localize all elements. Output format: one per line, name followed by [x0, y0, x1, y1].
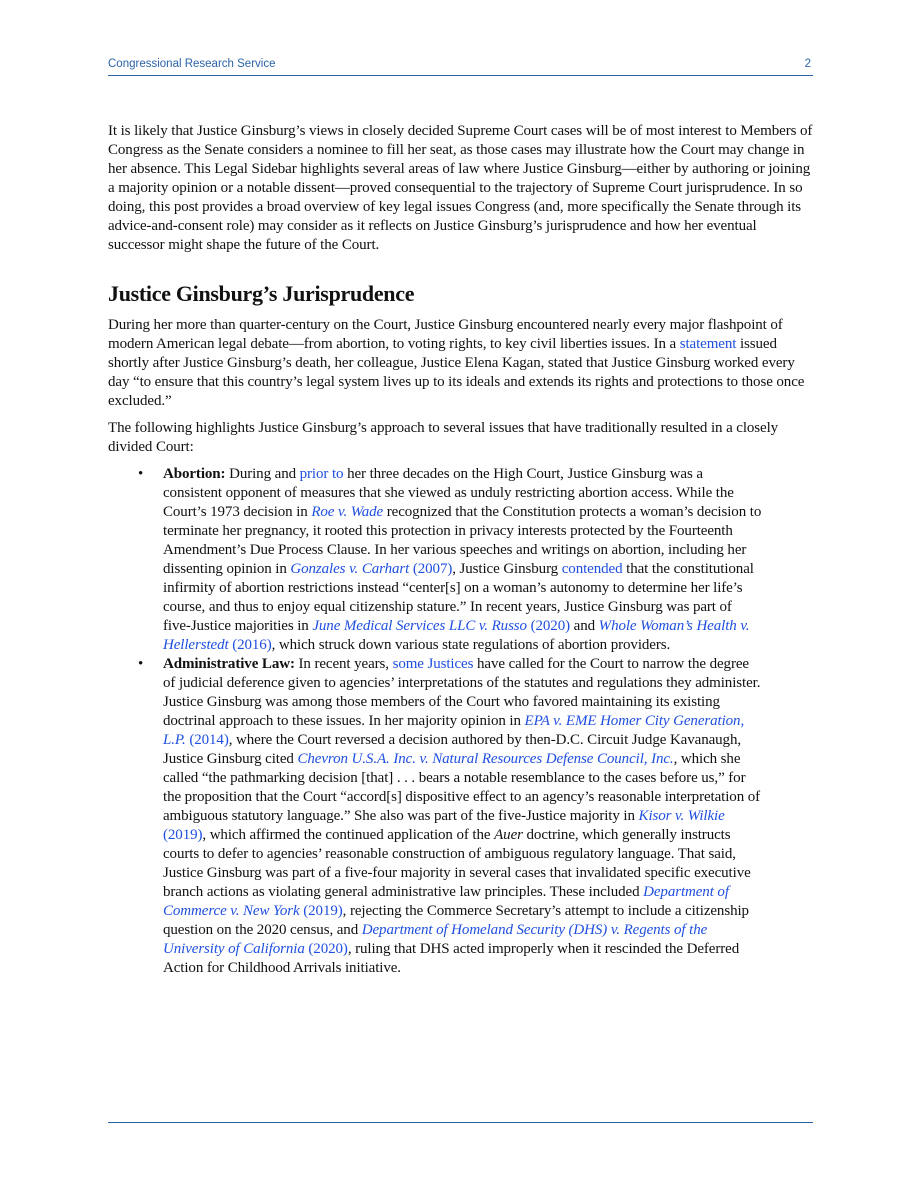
statement-link[interactable]: statement: [679, 336, 737, 352]
prior-to-link[interactable]: prior to: [299, 466, 344, 482]
case-name: June Medical Services LLC v. Russo: [312, 618, 527, 634]
text-run: , which she called “the pathmarking decision [that] . . . bears a notable resemblance to the cases before us,” for the proposition that the Court “accord[s] dispositive effect to an agency’s reasonable interpretation of ambiguous statutory language.” She also was part of the five-Justice majority in: [163, 751, 761, 824]
text-run: , which struck down various state regulations of abortion providers.: [271, 637, 671, 653]
case-year: (2019): [163, 827, 203, 843]
text-run: , where the Court reversed a decision authored by then-D.C. Circuit Judge Kavanaugh, Justice Ginsburg cited: [163, 732, 741, 767]
case-year: (2020): [304, 941, 348, 957]
case-name: Gonzales v. Carhart: [290, 561, 410, 577]
case-name: Kisor v. Wilkie: [638, 808, 725, 824]
text-run: , which affirmed the continued application of the: [202, 827, 495, 843]
case-year: (2016): [228, 637, 272, 653]
case-name: Whole Woman’s Health v. Hellerstedt: [163, 618, 750, 653]
page-number: 2: [804, 58, 811, 70]
case-name: EPA v. EME Homer City Generation, L.P.: [163, 713, 745, 748]
text-run: have called for the Court to narrow the degree of judicial deference given to agencies’ interpretations of the statutes and regulations they administer. Justice Ginsburg was among those members of the Court who favored maintaining its existing doctrinal approach to these issues. In her majority opinion in: [163, 656, 761, 729]
case-year: (2020): [526, 618, 570, 634]
text-run: , ruling that DHS acted improperly when it rescinded the Deferred Action for Childhood Arrivals initiative.: [163, 941, 740, 976]
intro-paragraph: It is likely that Justice Ginsburg’s views in closely decided Supreme Court cases will be of most interest to Members of Congress as the Senate considers a nominee to fill her seat, as those cases may illustrate how the Court may change in her absence. This Legal Sidebar highlights several areas of law where Justice Ginsburg—either by authoring or joining a majority opinion or a notable dissent—proved consequential to the trajectory of Supreme Court jurisprudence. In so doing, this post provides a broad overview of key legal issues Congress (and, more specifically the Senate through its advice-and-consent role) may consider as it reflects on Justice Ginsburg’s jurisprudence and how her eventual successor might shape the future of the Court.: [108, 123, 813, 253]
bullet: •: [138, 466, 144, 482]
section-heading: Justice Ginsburg’s Jurisprudence: [108, 281, 415, 306]
auer-term: Auer: [494, 827, 523, 843]
text-run: issued shortly after Justice Ginsburg’s death, her colleague, Justice Elena Kagan, stated that Justice Ginsburg worked every day “to ensure that this country’s legal system lives up to its ideals and extends its rights and protections to those once excluded.”: [108, 336, 805, 409]
admin-label: Administrative Law:: [163, 656, 295, 672]
text-run: recognized that the Constitution protects a woman’s decision to terminate her pregnancy, it rooted this protection in privacy interests protected by the Fourteenth Amendment’s Due Process Clause. In her various speeches and writings on abortion, including her dissenting opinion in: [163, 504, 762, 577]
text-run: and: [570, 618, 599, 634]
text-run: During her more than quarter-century on the Court, Justice Ginsburg encountered nearly every major flashpoint of modern American legal debate—from abortion, to voting rights, to key civil liberties issues. In a: [108, 317, 783, 352]
case-year: (2007): [409, 561, 453, 577]
some-justices-link[interactable]: some Justices: [392, 656, 474, 672]
issues-list: [108, 465, 813, 978]
roe-v-wade-link[interactable]: Roe v. Wade: [311, 504, 384, 520]
text-run: , Justice Ginsburg: [452, 561, 562, 577]
page-header: [108, 56, 813, 76]
document-body: [108, 122, 813, 978]
june-medical-link[interactable]: [312, 618, 570, 634]
case-year: (2019): [299, 903, 343, 919]
text-run: her three decades on the High Court, Justice Ginsburg was a consistent opponent of measures that she viewed as unduly restricting abortion access. While the Court’s 1973 decision in: [163, 466, 734, 520]
case-year: (2014): [185, 732, 229, 748]
case-name: Department of Commerce v. New York: [163, 884, 729, 919]
contended-link[interactable]: contended: [561, 561, 623, 577]
text-run: During and: [225, 466, 300, 482]
list-item-abortion: [108, 465, 813, 655]
case-name: Department of Homeland Security (DHS) v. Regents of the University of California: [163, 922, 708, 957]
text-run: , rejecting the Commerce Secretary’s attempt to include a citizenship question on the 2020 census, and: [163, 903, 749, 938]
abortion-label: Abortion:: [163, 466, 226, 482]
bullet: •: [138, 656, 144, 672]
jurisprudence-paragraph: [108, 316, 813, 411]
header-org-name: Congressional Research Service: [108, 58, 276, 70]
text-run: In recent years,: [294, 656, 393, 672]
chevron-link[interactable]: Chevron U.S.A. Inc. v. Natural Resources Defense Council, Inc.: [297, 751, 674, 767]
gonzales-v-carhart-link[interactable]: [290, 561, 452, 577]
list-item-administrative-law: [108, 655, 813, 978]
footer-rule: [108, 1122, 813, 1123]
text-run: doctrine, which generally instructs courts to defer to agencies’ reasonable construction of ambiguous regulatory language. That said, Justice Ginsburg was part of a five-four majority in several cases that invalidated specific executive branch actions as violating general administrative law principles. These included: [163, 827, 751, 900]
highlights-intro-paragraph: The following highlights Justice Ginsburg’s approach to several issues that have traditionally resulted in a closely divided Court:: [108, 420, 779, 455]
text-run: that the constitutional infirmity of abortion restrictions instead “center[s] on a woman’s autonomy to determine her life’s course, and thus to enjoy equal citizenship stature.” In recent years, Justice Ginsburg was part of five-Justice majorities in: [163, 561, 754, 634]
